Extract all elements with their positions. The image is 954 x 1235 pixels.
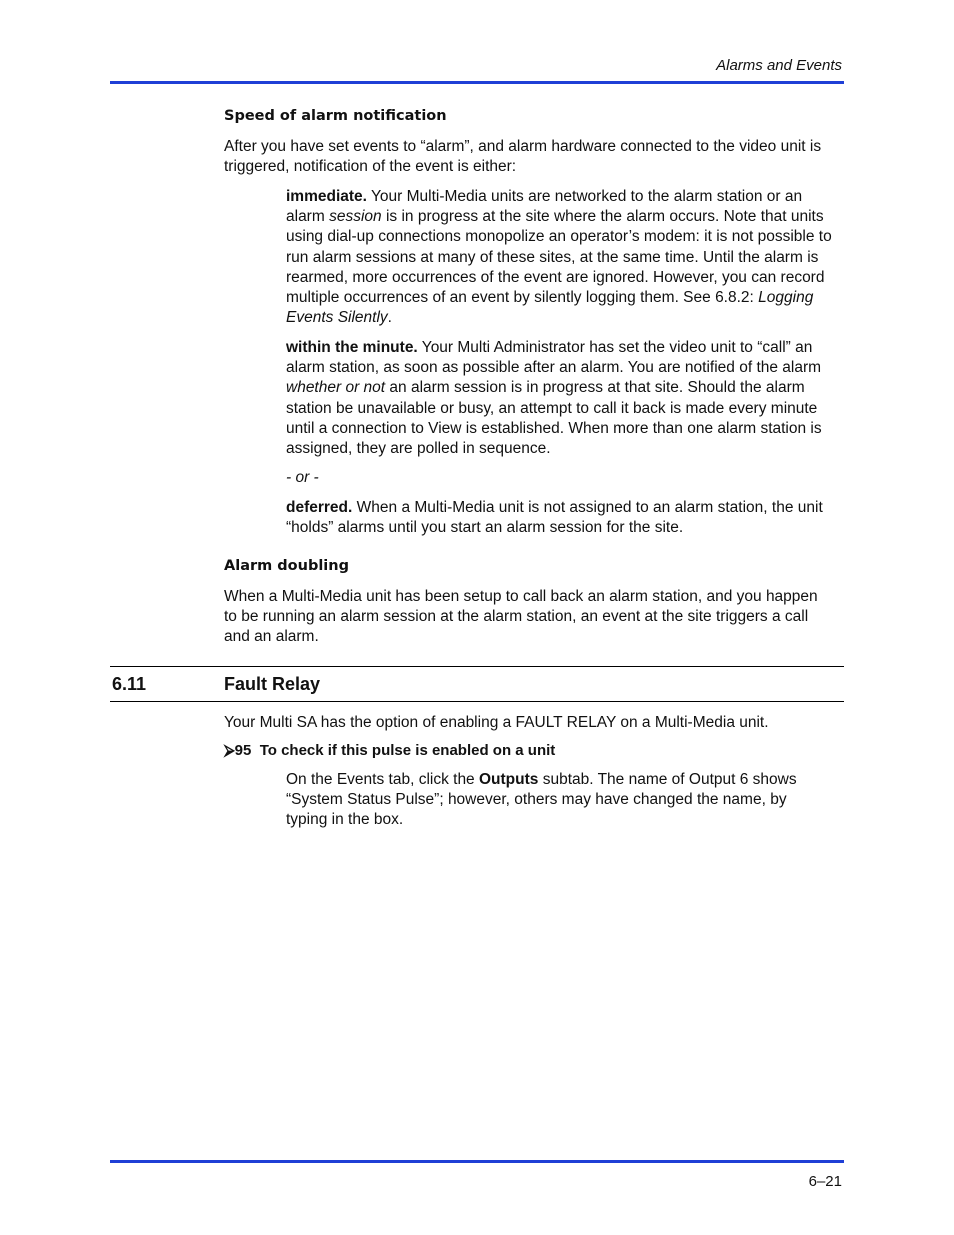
immediate-paragraph bbox=[286, 187, 842, 328]
immediate-term: immediate. bbox=[286, 188, 367, 205]
running-header: Alarms and Events bbox=[716, 57, 842, 74]
deferred-text: When a Multi-Media unit is not assigned to an alarm station, the unit “holds” alarms until you start an alarm session for the site. bbox=[286, 499, 823, 537]
section-intro: Your Multi SA has the option of enabling a FAULT RELAY on a Multi-Media unit. bbox=[224, 714, 769, 731]
within-text-1: Your Multi Administrator has set the video unit to “call” an alarm station, as soon as possible after an alarm. You are notified of the alarm bbox=[286, 339, 822, 377]
deferred-term: deferred. bbox=[286, 499, 353, 516]
outputs-label: Outputs bbox=[479, 771, 539, 788]
immediate-text-1: Your Multi-Media units are networked to the alarm station or an alarm bbox=[286, 188, 803, 226]
immediate-text-3: . bbox=[387, 309, 392, 327]
speed-intro: After you have set events to “alarm”, and alarm hardware connected to the video unit is triggered, notification of the event is either: bbox=[224, 138, 822, 176]
procedure-heading bbox=[224, 742, 555, 759]
doubling-text: When a Multi-Media unit has been setup to call back an alarm station, and you happen to be running an alarm session at the alarm station, an event at the site triggers a call and an alarm. bbox=[224, 588, 818, 646]
within-emphasis: whether or not bbox=[286, 379, 386, 397]
logging-events-silently-ref: Logging Events Silently bbox=[286, 289, 814, 327]
procedure-title: To check if this pulse is enabled on a unit bbox=[259, 742, 556, 759]
speed-heading: Speed of alarm notification bbox=[224, 108, 447, 124]
footer-rule bbox=[110, 1160, 844, 1163]
deferred-paragraph bbox=[286, 498, 836, 538]
within-text-2: an alarm session is in progress at that site. Should the alarm station be unavailable or busy, an attempt to call it back is made every minute until a connection to View is established. When more than one alarm station is assigned, they are polled in sequence. bbox=[286, 379, 822, 458]
doubling-heading: Alarm doubling bbox=[224, 558, 349, 574]
section-bottom-rule bbox=[110, 701, 844, 702]
section-top-rule bbox=[110, 666, 844, 667]
procedure-number: 95 bbox=[234, 742, 252, 759]
header-rule bbox=[110, 81, 844, 84]
within-term: within the minute. bbox=[286, 339, 418, 356]
section-number: 6.11 bbox=[112, 674, 147, 694]
immediate-emphasis-session: session bbox=[329, 208, 382, 226]
within-paragraph bbox=[286, 338, 836, 459]
step-text-2: subtab. The name of Output 6 shows “System Status Pulse”; however, others may have changed the name, by typing in the box. bbox=[286, 771, 797, 829]
step-text-1: On the Events tab, click the bbox=[286, 771, 479, 788]
section-title: Fault Relay bbox=[224, 674, 321, 694]
or-separator: - or - bbox=[286, 469, 319, 486]
procedure-arrow-icon: ⮚ bbox=[224, 742, 235, 759]
immediate-text-2: is in progress at the site where the alarm occurs. Note that units using dial-up connections monopolize an operator’s modem: it is not possible to run alarm sessions at many of these sites, at the same time. Until the alarm is rearmed, more occurrences of the event are ignored. However, you can record multiple occurrences of an event by silently logging them. See 6.8.2: bbox=[286, 208, 832, 307]
page-number: 6–21 bbox=[808, 1173, 842, 1190]
procedure-step bbox=[286, 770, 816, 831]
